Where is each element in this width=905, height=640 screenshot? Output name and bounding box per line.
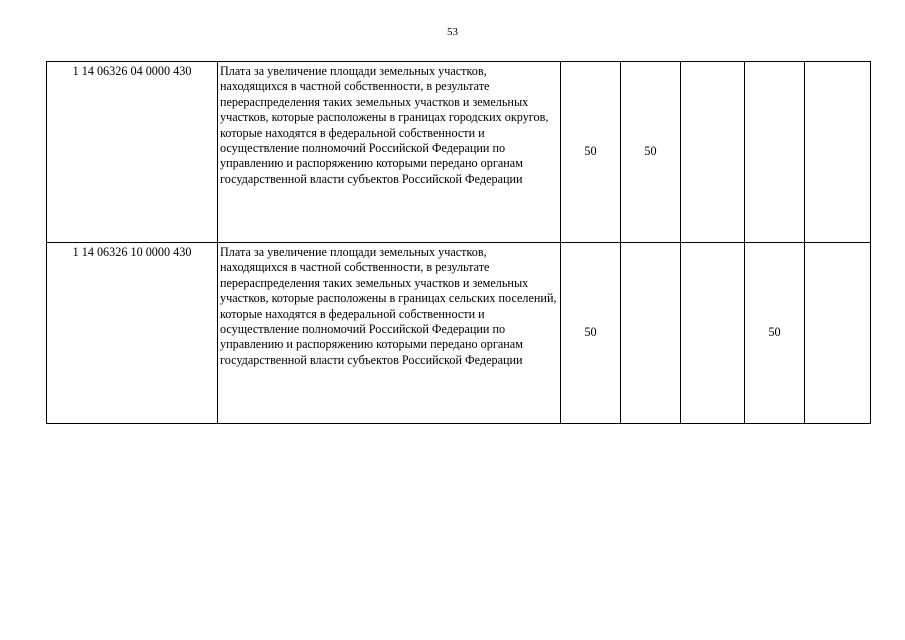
value-cell-3 bbox=[681, 62, 745, 243]
revenue-code-cell: 1 14 06326 04 0000 430 bbox=[47, 62, 218, 243]
value-cell-5 bbox=[805, 62, 871, 243]
value-cell-5 bbox=[805, 243, 871, 424]
revenue-description-cell: Плата за увеличение площади земельных участков, находящихся в частной собственности, в результате перераспределения таких земельных участков и земельных участков, которые расположены в границах городских округов, которые находятся в федеральной собственности и осуществление полномочий Российской Федерации по управлению и распоряжению которыми передано органам государственной власти субъектов Российской Федерации bbox=[218, 62, 561, 243]
page-number: 53 bbox=[447, 26, 458, 38]
revenue-description-cell: Плата за увеличение площади земельных участков, находящихся в частной собственности, в результате перераспределения таких земельных участков и земельных участков, которые расположены в границах сельских поселений, которые находятся в федеральной собственности и осуществление полномочий Российской Федерации по управлению и распоряжению которыми передано органам государственной власти субъектов Российской Федерации bbox=[218, 243, 561, 424]
value-cell-2: 50 bbox=[621, 62, 681, 243]
table-row bbox=[47, 62, 871, 243]
value-cell-4 bbox=[745, 62, 805, 243]
value-cell-3 bbox=[681, 243, 745, 424]
value-cell-2 bbox=[621, 243, 681, 424]
table-row bbox=[47, 243, 871, 424]
value-cell-1: 50 bbox=[561, 62, 621, 243]
revenue-code-cell: 1 14 06326 10 0000 430 bbox=[47, 243, 218, 424]
value-cell-4: 50 bbox=[745, 243, 805, 424]
value-cell-1: 50 bbox=[561, 243, 621, 424]
budget-revenue-table bbox=[46, 61, 871, 424]
